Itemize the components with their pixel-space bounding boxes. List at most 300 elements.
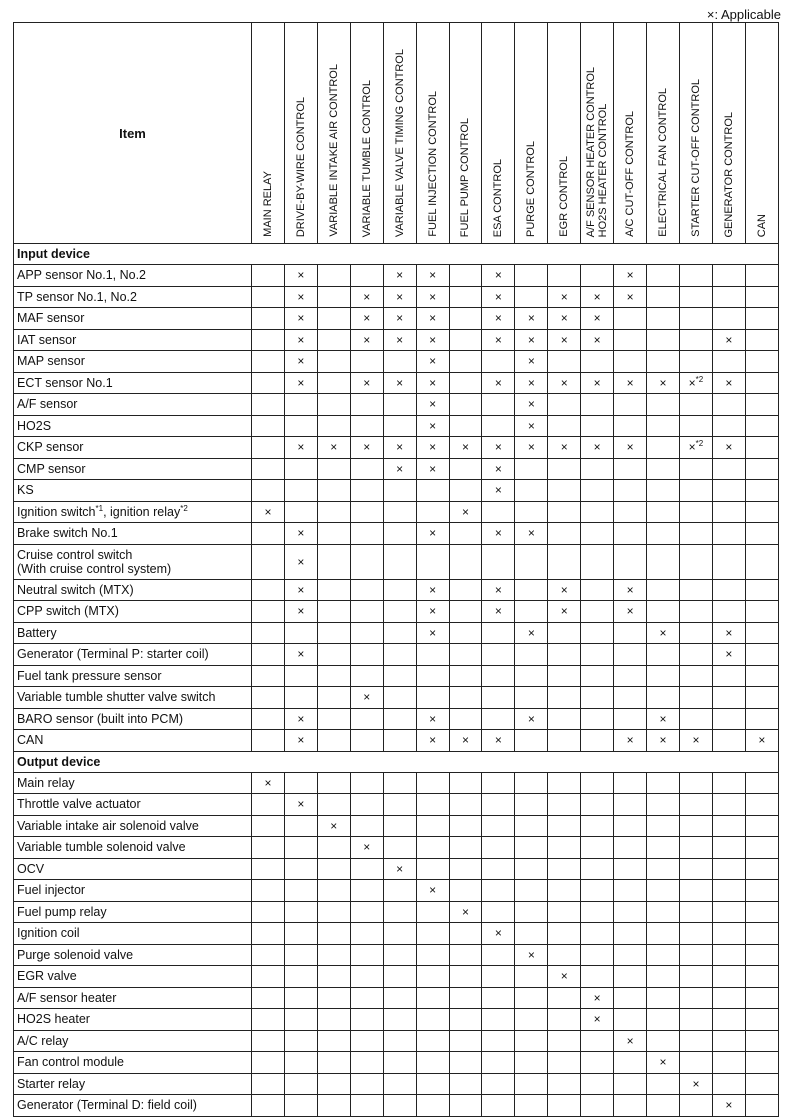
applicable-mark: × <box>297 647 305 662</box>
applicability-cell <box>647 415 680 437</box>
applicability-cell <box>317 687 350 709</box>
applicability-cell <box>581 501 614 523</box>
applicability-cell <box>581 394 614 416</box>
column-header-label: STARTER CUT-OFF CONTROL <box>689 79 702 237</box>
item-label-text: Starter relay <box>17 1076 86 1091</box>
item-label <box>14 708 252 730</box>
applicable-mark: × <box>593 332 601 347</box>
item-label-text: Brake switch No.1 <box>17 526 118 541</box>
applicability-cell <box>383 815 416 837</box>
applicable-mark: × <box>297 440 305 455</box>
applicability-cell <box>548 622 581 644</box>
applicability-cell <box>614 1009 647 1031</box>
applicability-cell <box>745 286 778 308</box>
applicability-cell <box>482 687 515 709</box>
applicable-mark: × <box>297 268 305 283</box>
applicability-cell <box>284 544 317 579</box>
applicability-cell <box>449 437 482 459</box>
applicability-cell <box>482 1052 515 1074</box>
item-label <box>14 794 252 816</box>
applicability-cell <box>284 480 317 502</box>
applicability-cell <box>284 1009 317 1031</box>
applicability-cell <box>679 437 712 459</box>
table-row <box>14 601 779 623</box>
applicability-cell <box>647 772 680 794</box>
applicability-cell <box>350 601 383 623</box>
applicability-cell <box>712 286 745 308</box>
applicability-cell <box>284 622 317 644</box>
applicable-mark: × <box>297 554 305 569</box>
applicability-cell <box>350 944 383 966</box>
table-row <box>14 286 779 308</box>
applicability-cell <box>350 858 383 880</box>
applicability-cell <box>482 923 515 945</box>
applicability-cell <box>712 1052 745 1074</box>
item-label-text: Variable tumble shutter valve switch <box>17 690 216 705</box>
applicability-cell <box>614 1052 647 1074</box>
applicability-cell <box>712 1073 745 1095</box>
applicability-cell <box>647 687 680 709</box>
column-header-label: GENERATOR CONTROL <box>722 111 735 237</box>
applicability-cell <box>745 966 778 988</box>
applicability-cell <box>712 837 745 859</box>
applicability-cell <box>614 622 647 644</box>
applicable-mark: × <box>560 969 568 984</box>
applicability-cell <box>383 329 416 351</box>
applicability-cell <box>712 523 745 545</box>
applicability-cell <box>581 987 614 1009</box>
applicable-mark: × <box>560 582 568 597</box>
applicability-cell <box>745 1009 778 1031</box>
applicability-cell <box>449 772 482 794</box>
applicability-cell <box>317 308 350 330</box>
applicability-cell <box>416 415 449 437</box>
applicability-cell <box>449 372 482 394</box>
applicable-mark: × <box>494 268 502 283</box>
applicable-mark: × <box>494 526 502 541</box>
applicability-cell <box>679 351 712 373</box>
applicability-cell <box>416 665 449 687</box>
applicability-cell <box>482 351 515 373</box>
applicability-cell <box>252 437 285 459</box>
applicable-mark: × <box>593 440 601 455</box>
applicability-cell <box>416 837 449 859</box>
applicability-cell <box>548 286 581 308</box>
applicability-cell <box>679 772 712 794</box>
applicability-cell <box>647 708 680 730</box>
applicability-cell <box>712 351 745 373</box>
applicability-cell <box>745 622 778 644</box>
applicability-cell <box>614 923 647 945</box>
applicability-cell <box>548 944 581 966</box>
applicability-cell <box>449 708 482 730</box>
applicability-cell <box>383 944 416 966</box>
applicability-cell <box>416 987 449 1009</box>
applicability-cell <box>416 601 449 623</box>
applicability-cell <box>548 523 581 545</box>
applicability-cell <box>515 665 548 687</box>
applicable-mark: × <box>429 354 437 369</box>
applicable-mark: × <box>396 861 404 876</box>
applicability-cell <box>252 837 285 859</box>
applicability-cell <box>614 579 647 601</box>
applicability-cell <box>712 1009 745 1031</box>
applicability-cell <box>449 730 482 752</box>
applicability-cell <box>252 644 285 666</box>
applicability-cell <box>548 815 581 837</box>
applicability-cell <box>581 858 614 880</box>
applicability-cell <box>482 708 515 730</box>
applicability-cell <box>383 794 416 816</box>
applicability-cell <box>350 1030 383 1052</box>
applicable-mark: × <box>494 440 502 455</box>
applicability-cell <box>416 687 449 709</box>
applicability-cell <box>383 1073 416 1095</box>
applicability-cell <box>745 601 778 623</box>
applicability-cell <box>383 858 416 880</box>
applicability-cell <box>581 458 614 480</box>
applicable-mark: × <box>560 311 568 326</box>
applicability-cell <box>252 815 285 837</box>
applicability-cell <box>712 265 745 287</box>
applicability-cell <box>317 858 350 880</box>
applicable-mark: × <box>297 332 305 347</box>
applicability-cell <box>252 730 285 752</box>
applicability-cell <box>515 730 548 752</box>
applicability-cell <box>614 815 647 837</box>
item-label-text: TP sensor No.1, No.2 <box>17 289 137 304</box>
footnote-ref: *1 <box>95 503 104 513</box>
applicability-cell <box>548 372 581 394</box>
applicability-cell <box>515 644 548 666</box>
applicability-cell <box>350 544 383 579</box>
applicability-cell <box>712 308 745 330</box>
applicability-cell <box>383 579 416 601</box>
item-label-text: CMP sensor <box>17 461 86 476</box>
applicability-cell <box>317 601 350 623</box>
item-label <box>14 265 252 287</box>
applicability-cell <box>745 372 778 394</box>
table-row <box>14 644 779 666</box>
applicability-cell <box>679 308 712 330</box>
item-label-text: CKP sensor <box>17 440 84 455</box>
applicability-cell <box>416 265 449 287</box>
item-label-text: Main relay <box>17 775 75 790</box>
column-header <box>647 23 680 244</box>
applicability-cell <box>614 987 647 1009</box>
applicability-cell <box>548 415 581 437</box>
applicability-cell <box>647 794 680 816</box>
applicability-cell <box>449 351 482 373</box>
applicability-cell <box>482 458 515 480</box>
table-row <box>14 329 779 351</box>
applicability-cell <box>284 644 317 666</box>
applicability-cell <box>745 579 778 601</box>
applicability-cell <box>252 880 285 902</box>
table-row <box>14 1030 779 1052</box>
applicability-cell <box>350 687 383 709</box>
applicability-cell <box>712 815 745 837</box>
applicable-mark: × <box>494 375 502 390</box>
applicability-cell <box>284 329 317 351</box>
applicability-cell <box>548 987 581 1009</box>
applicable-mark: × <box>297 733 305 748</box>
column-header <box>614 23 647 244</box>
applicability-cell <box>482 858 515 880</box>
applicability-cell <box>416 708 449 730</box>
applicability-cell <box>745 644 778 666</box>
column-header <box>252 23 285 244</box>
applicability-cell <box>350 966 383 988</box>
applicability-cell <box>581 644 614 666</box>
applicability-cell <box>614 480 647 502</box>
section-title: Output device <box>14 751 779 772</box>
applicability-cell <box>449 687 482 709</box>
table-row <box>14 523 779 545</box>
applicability-cell <box>745 794 778 816</box>
applicability-cell <box>449 601 482 623</box>
applicability-cell <box>679 923 712 945</box>
applicable-mark: × <box>527 440 535 455</box>
item-label-text: CAN <box>17 733 44 748</box>
applicability-cell <box>515 880 548 902</box>
applicability-cell <box>647 523 680 545</box>
applicability-cell <box>383 622 416 644</box>
applicability-cell <box>614 644 647 666</box>
applicability-cell <box>350 394 383 416</box>
applicability-cell <box>515 501 548 523</box>
applicability-cell <box>614 437 647 459</box>
applicable-mark: × <box>461 504 469 519</box>
applicability-cell <box>284 794 317 816</box>
applicability-cell <box>482 437 515 459</box>
applicability-cell <box>745 437 778 459</box>
applicability-cell <box>482 601 515 623</box>
applicability-cell <box>515 1030 548 1052</box>
applicable-mark: × <box>297 311 305 326</box>
applicability-cell <box>317 815 350 837</box>
applicability-cell <box>350 480 383 502</box>
applicability-cell <box>416 523 449 545</box>
applicability-cell <box>416 458 449 480</box>
applicability-cell <box>284 394 317 416</box>
applicability-cell <box>614 687 647 709</box>
item-label <box>14 1095 252 1117</box>
item-label-text: Variable tumble solenoid valve <box>17 840 186 855</box>
applicability-cell <box>515 687 548 709</box>
applicable-mark: × <box>396 461 404 476</box>
applicability-cell <box>647 501 680 523</box>
item-column-header: Item <box>14 23 252 244</box>
applicability-cell <box>548 665 581 687</box>
applicable-mark: × <box>527 711 535 726</box>
applicability-cell <box>581 880 614 902</box>
column-header-label: FUEL INJECTION CONTROL <box>426 91 439 237</box>
applicability-cell <box>679 1009 712 1031</box>
applicability-cell <box>515 415 548 437</box>
applicability-cell <box>284 837 317 859</box>
applicability-cell <box>416 858 449 880</box>
applicable-mark: × <box>626 440 634 455</box>
applicability-cell <box>515 901 548 923</box>
applicability-cell <box>449 622 482 644</box>
applicability-cell <box>449 665 482 687</box>
column-header-label: ELECTRICAL FAN CONTROL <box>657 88 670 237</box>
applicability-cell <box>515 329 548 351</box>
applicable-mark: × <box>396 289 404 304</box>
applicability-cell <box>383 644 416 666</box>
applicability-cell <box>416 794 449 816</box>
applicable-mark: × <box>396 311 404 326</box>
applicability-cell <box>548 308 581 330</box>
applicability-cell <box>317 923 350 945</box>
table-row <box>14 544 779 579</box>
applicability-cell <box>383 923 416 945</box>
applicability-cell <box>647 622 680 644</box>
applicable-mark: × <box>560 332 568 347</box>
applicability-cell <box>449 308 482 330</box>
applicability-cell <box>252 1095 285 1117</box>
applicability-cell <box>383 665 416 687</box>
applicability-cell <box>482 966 515 988</box>
applicability-cell <box>614 730 647 752</box>
applicability-cell <box>284 523 317 545</box>
applicability-cell <box>581 286 614 308</box>
applicability-cell <box>515 480 548 502</box>
applicability-cell <box>515 944 548 966</box>
column-header <box>284 23 317 244</box>
applicability-cell <box>317 1009 350 1031</box>
applicability-cell <box>350 437 383 459</box>
applicability-cell <box>482 622 515 644</box>
applicable-mark: × <box>429 883 437 898</box>
applicability-cell <box>679 372 712 394</box>
table-row <box>14 265 779 287</box>
item-label-text: BARO sensor (built into PCM) <box>17 711 184 726</box>
item-label-text: APP sensor No.1, No.2 <box>17 268 147 283</box>
applicable-mark: × <box>396 440 404 455</box>
applicability-cell <box>449 966 482 988</box>
applicability-cell <box>614 351 647 373</box>
applicability-cell <box>679 708 712 730</box>
applicability-cell <box>284 601 317 623</box>
applicability-cell <box>515 794 548 816</box>
applicability-cell <box>317 1095 350 1117</box>
applicability-cell <box>515 1095 548 1117</box>
applicability-cell <box>252 794 285 816</box>
applicability-cell <box>515 1009 548 1031</box>
applicable-mark: × <box>461 904 469 919</box>
applicability-cell <box>679 858 712 880</box>
table-row <box>14 858 779 880</box>
applicability-cell <box>416 880 449 902</box>
applicability-cell <box>482 308 515 330</box>
applicability-cell <box>712 730 745 752</box>
applicability-cell <box>383 837 416 859</box>
applicable-mark: × <box>461 733 469 748</box>
applicability-cell <box>581 1030 614 1052</box>
applicability-cell <box>745 329 778 351</box>
applicable-mark: × <box>692 733 700 748</box>
applicability-cell <box>317 372 350 394</box>
table-row <box>14 394 779 416</box>
applicability-cell <box>416 966 449 988</box>
applicability-cell <box>284 687 317 709</box>
column-header <box>350 23 383 244</box>
applicability-cell <box>712 1095 745 1117</box>
applicable-mark: × <box>429 711 437 726</box>
applicability-cell <box>317 329 350 351</box>
section-row <box>14 244 779 265</box>
applicability-cell <box>679 837 712 859</box>
applicability-cell <box>712 687 745 709</box>
applicability-cell <box>581 1009 614 1031</box>
applicability-cell <box>482 837 515 859</box>
applicability-cell <box>515 308 548 330</box>
applicability-cell <box>416 579 449 601</box>
applicability-cell <box>647 1073 680 1095</box>
applicable-mark: × <box>297 289 305 304</box>
applicability-cell <box>284 815 317 837</box>
applicability-cell <box>548 901 581 923</box>
applicability-cell <box>515 837 548 859</box>
item-label-text: MAP sensor <box>17 354 85 369</box>
footnote-ref: *2 <box>695 374 704 384</box>
applicability-cell <box>581 329 614 351</box>
applicability-cell <box>252 265 285 287</box>
item-label-text: A/F sensor <box>17 397 78 412</box>
applicability-cell <box>712 437 745 459</box>
applicability-cell <box>647 601 680 623</box>
applicability-cell <box>679 730 712 752</box>
applicability-cell <box>515 1073 548 1095</box>
table-row <box>14 579 779 601</box>
applicability-cell <box>647 966 680 988</box>
applicability-cell <box>317 501 350 523</box>
applicability-cell <box>712 458 745 480</box>
applicability-cell <box>647 665 680 687</box>
applicability-cell <box>284 901 317 923</box>
applicability-cell <box>712 394 745 416</box>
applicable-mark: × <box>527 311 535 326</box>
column-header-label: PURGE CONTROL <box>525 141 538 237</box>
applicability-cell <box>548 458 581 480</box>
applicability-cell <box>449 815 482 837</box>
item-label-text: HO2S <box>17 418 52 433</box>
applicability-cell <box>581 944 614 966</box>
item-label-text: Fuel injector <box>17 883 86 898</box>
item-label-text: A/F sensor heater <box>17 990 117 1005</box>
applicability-cell <box>416 286 449 308</box>
applicability-cell <box>581 837 614 859</box>
applicable-mark: × <box>363 690 371 705</box>
applicability-cell <box>449 1095 482 1117</box>
item-label <box>14 687 252 709</box>
applicability-cell <box>614 1095 647 1117</box>
applicability-cell <box>614 601 647 623</box>
applicable-mark: × <box>429 268 437 283</box>
applicable-mark: × <box>494 311 502 326</box>
applicability-cell <box>482 772 515 794</box>
applicability-cell <box>482 1030 515 1052</box>
applicability-cell <box>745 458 778 480</box>
applicability-cell <box>416 544 449 579</box>
item-label <box>14 601 252 623</box>
applicability-cell <box>712 372 745 394</box>
applicability-cell <box>350 372 383 394</box>
applicability-cell <box>350 987 383 1009</box>
applicability-cell <box>581 601 614 623</box>
